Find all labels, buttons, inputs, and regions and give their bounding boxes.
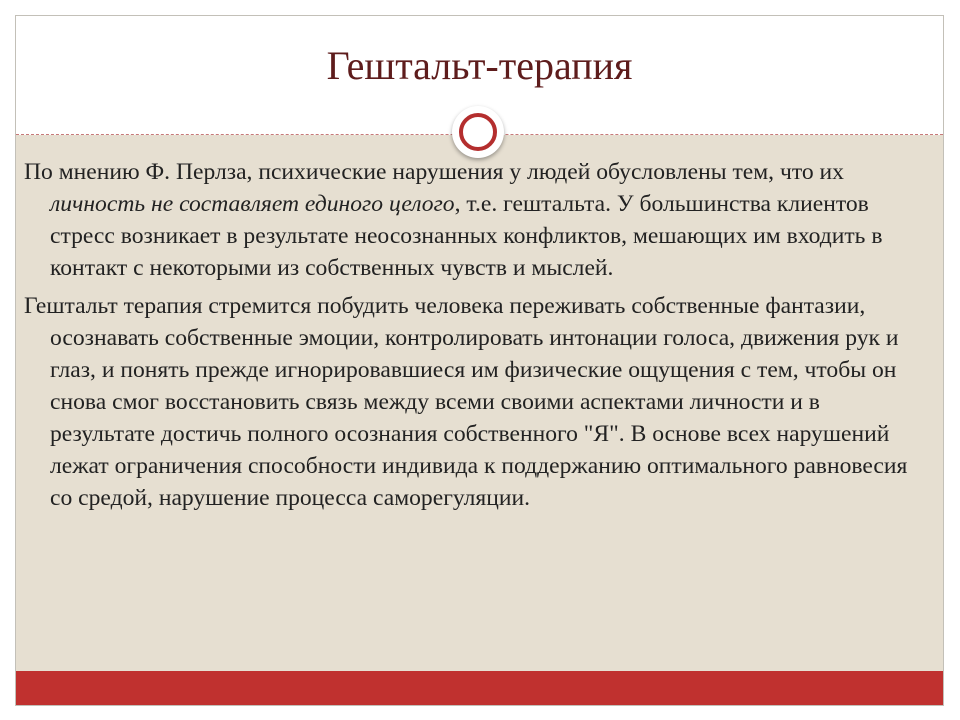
- paragraph-1-text-end: , т.е. гештальта. У большинства клиентов стресс возникает в результате неосознанных конфликтов, мешающих им входить в контакт с некоторыми из собственных чувств и мыслей.: [50, 191, 883, 281]
- slide-title: Гештальт-терапия: [326, 43, 633, 88]
- slide-body: [24, 156, 924, 520]
- paragraph-1-text-start: По мнению Ф. Перлза, психические нарушения у людей обусловлены тем, что их: [24, 159, 844, 185]
- paragraph-1-italic-phrase: личность не составляет единого целого: [50, 191, 455, 217]
- paragraph-perls: [24, 156, 924, 284]
- circle-ornament-icon: [452, 106, 504, 158]
- paragraph-gestalt-therapy: Гештальт терапия стремится побудить человека переживать собственные фантазии, осознавать собственные эмоции, контролировать интонации голоса, движения рук и глаз, и понять прежде игнорировавшиеся им физические ощущения с тем, чтобы он снова смог восстановить связь между всеми своими аспектами личности и в результате достичь полного осознания собственного "Я". В основе всех нарушений лежат ограничения способности индивида к поддержанию оптимального равновесия со средой, нарушение процесса саморегуляции.: [24, 293, 908, 511]
- ring-icon: [459, 113, 497, 151]
- bottom-accent-bar: [16, 671, 943, 706]
